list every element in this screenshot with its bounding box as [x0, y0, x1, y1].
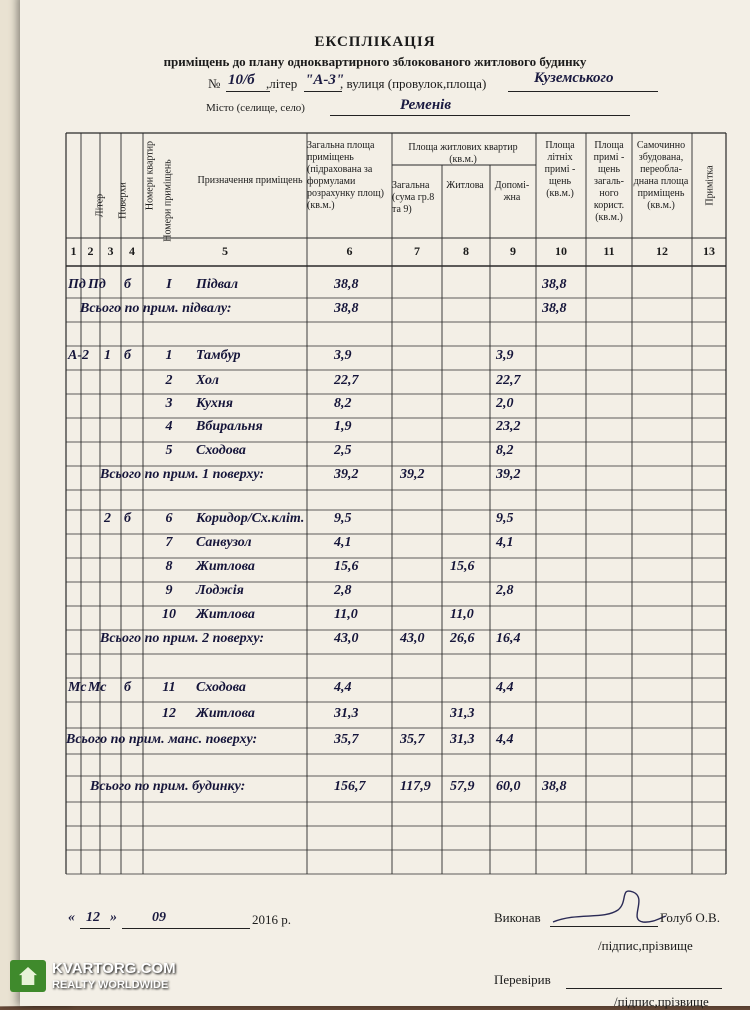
column-number-7: 7 — [414, 244, 420, 258]
cell-total-area: 2,8 — [334, 583, 352, 598]
house-icon — [10, 960, 46, 992]
cell-auxiliary: 23,2 — [496, 419, 521, 434]
cell-room-number: 1 — [165, 348, 173, 363]
cell-room-number: 4 — [165, 419, 173, 434]
cell-room-name: Кухня — [196, 396, 233, 411]
kvartorg-watermark — [10, 958, 190, 996]
column-number-2: 2 — [87, 244, 94, 258]
cell-auxiliary: 2,0 — [496, 396, 514, 411]
cell-room-name: Житлова — [196, 559, 255, 574]
watermark-line1: KVARTORG.COM — [52, 960, 176, 977]
cell-summer-area: 38,8 — [542, 277, 567, 292]
cell-total-area: 156,7 — [334, 779, 366, 794]
cell-total-area: 1,9 — [334, 419, 352, 434]
cell-room-name: Житлова — [196, 706, 255, 721]
cell-room-name: Хол — [196, 373, 219, 388]
cell-liter: Мс — [68, 680, 87, 695]
watermark-line2: REALTY WORLDWIDE — [52, 979, 169, 991]
cell-room-name: Вбиральня — [196, 419, 263, 434]
cell-total-area: 43,0 — [334, 631, 359, 646]
cell-auxiliary: 4,1 — [496, 535, 514, 550]
cell-floor: Мс — [88, 680, 107, 695]
cell-room-number: 10 — [162, 607, 176, 622]
cell-liter: А-2 — [68, 348, 89, 363]
cell-liter: Пд — [68, 277, 86, 292]
cell-apartment: б — [124, 680, 131, 695]
column-number-13: 13 — [703, 244, 715, 258]
cell-room-number: 8 — [165, 559, 173, 574]
cell-total-area: 8,2 — [334, 396, 352, 411]
street-value: Куземського — [534, 70, 614, 86]
cell-room-name: Тамбур — [196, 348, 241, 363]
cell-living: 31,3 — [450, 706, 475, 721]
header-room-numbers: Номери приміщень — [162, 159, 174, 242]
cell-auxiliary: 22,7 — [496, 373, 521, 388]
total-label: Всього по прим. 1 поверху: — [100, 467, 265, 482]
column-number-10: 10 — [555, 244, 567, 258]
sign-caption-2: /підпис,прізвище — [614, 994, 709, 1009]
cell-total-area: 9,5 — [334, 511, 352, 526]
column-number-12: 12 — [656, 244, 668, 258]
cell-room-number: 12 — [162, 706, 176, 721]
column-number-9: 9 — [510, 244, 516, 258]
cell-room-name: Підвал — [196, 277, 239, 292]
cell-auxiliary: 4,4 — [496, 680, 514, 695]
date-day-underline — [80, 928, 110, 929]
cell-total-area: 2,5 — [334, 443, 352, 458]
cell-total-area: 31,3 — [334, 706, 359, 721]
cell-summer-area: 38,8 — [542, 779, 567, 794]
executed-name: Голуб О.В. — [660, 910, 720, 925]
number-value: 10/б — [228, 72, 255, 88]
header-common-area: Площа примі - щень загаль-ного корист. (кв.м.) — [593, 140, 625, 223]
cell-living: 26,6 — [450, 631, 475, 646]
date-month-underline — [122, 928, 250, 929]
cell-apartment: б — [124, 511, 131, 526]
column-number-11: 11 — [603, 244, 615, 258]
date-month: 09 — [152, 910, 166, 925]
cell-floor: 1 — [104, 348, 111, 363]
header-living-area: Площа житлових квартир (кв.м.) — [408, 142, 518, 165]
column-number-6: 6 — [346, 244, 353, 258]
cell-living: 11,0 — [450, 607, 474, 622]
header-note: Примітка — [704, 165, 716, 206]
cell-total-area: 4,4 — [334, 680, 352, 695]
column-number-1: 1 — [70, 244, 77, 258]
cell-total-area: 22,7 — [334, 373, 359, 388]
cell-living-total: 43,0 — [400, 631, 425, 646]
header-total-area: Загальна площа приміщень (підрахована за формулами розрахунку площ) (кв.м.) — [307, 140, 384, 211]
date-open-quote: « — [68, 910, 75, 925]
header-floors: Поверхи — [117, 182, 129, 219]
cell-room-name: Коридор/Сх.кліт. — [196, 511, 305, 526]
cell-room-name: Лоджія — [196, 583, 244, 598]
cell-auxiliary: 9,5 — [496, 511, 514, 526]
cell-room-name: Санвузол — [196, 535, 252, 550]
cell-room-name: Житлова — [196, 607, 255, 622]
date-year: 2016 р. — [252, 912, 291, 927]
signature-scribble — [548, 882, 668, 932]
cell-living: 31,3 — [450, 732, 475, 747]
cell-auxiliary: 3,9 — [496, 348, 514, 363]
cell-room-number: 11 — [162, 680, 176, 695]
cell-auxiliary: 60,0 — [496, 779, 521, 794]
cell-room-number: 2 — [165, 373, 173, 388]
document-subtitle: приміщень до плану одноквартирного зблокованого житлового будинку — [163, 54, 587, 69]
cell-auxiliary: 8,2 — [496, 443, 514, 458]
city-label: Місто (селище, село) — [206, 102, 305, 114]
document-title: ЕКСПЛІКАЦІЯ — [314, 34, 436, 50]
cell-room-number: 6 — [165, 511, 173, 526]
cell-living-total: 35,7 — [400, 732, 425, 747]
cell-auxiliary: 2,8 — [496, 583, 514, 598]
cell-summer-area: 38,8 — [542, 301, 567, 316]
cell-living: 15,6 — [450, 559, 475, 574]
cell-room-number: 3 — [165, 396, 173, 411]
date-close-quote: » — [110, 910, 117, 925]
executed-label: Виконав — [494, 910, 541, 925]
liter-label: ,літер — [266, 76, 298, 91]
cell-living-total: 117,9 — [400, 779, 431, 794]
cell-auxiliary: 39,2 — [496, 467, 521, 482]
cell-apartment: б — [124, 277, 131, 292]
column-number-8: 8 — [463, 244, 469, 258]
cell-room-number: 9 — [165, 583, 173, 598]
header-total-sum: Загальна (сума гр.8 та 9) — [392, 180, 435, 215]
header-summer-area: Площа літніх примі - щень (кв.м.) — [544, 140, 576, 199]
street-label: , вулиця (провулок,площа) — [340, 76, 487, 91]
cell-total-area: 38,8 — [334, 301, 359, 316]
checked-label: Перевірив — [494, 972, 551, 987]
city-value: Ременів — [400, 97, 452, 113]
column-number-3: 3 — [107, 244, 114, 258]
cell-total-area: 39,2 — [334, 467, 359, 482]
cell-room-name: Сходова — [196, 680, 246, 695]
column-number-5: 5 — [222, 244, 228, 258]
cell-auxiliary: 4,4 — [496, 732, 514, 747]
checked-underline — [566, 988, 722, 989]
number-label: № — [208, 76, 221, 91]
cell-total-area: 35,7 — [334, 732, 359, 747]
cell-room-number: 7 — [165, 535, 173, 550]
sign-caption: /підпис,прізвище — [598, 938, 693, 953]
cell-floor: 2 — [104, 511, 111, 526]
cell-total-area: 38,8 — [334, 277, 359, 292]
total-label: Всього по прим. манс. поверху: — [66, 732, 258, 747]
header-liter: Літер — [94, 193, 106, 218]
cell-living-total: 39,2 — [400, 467, 425, 482]
total-label: Всього по прим. будинку: — [90, 779, 246, 794]
cell-total-area: 15,6 — [334, 559, 359, 574]
date-day: 12 — [86, 910, 100, 925]
header-unauthorized-area: Самочинно збудована, переобла-днана площа приміщень (кв.м.) — [633, 140, 689, 211]
column-number-4: 4 — [129, 244, 135, 258]
cell-room-number: 5 — [165, 443, 173, 458]
header-apartments: Номери квартир — [144, 140, 156, 211]
cell-auxiliary: 16,4 — [496, 631, 521, 646]
liter-value: "А-3" — [305, 72, 345, 88]
cell-total-area: 11,0 — [334, 607, 358, 622]
cell-floor: Пд — [88, 277, 106, 292]
header-living: Житлова — [446, 180, 484, 191]
total-label: Всього по прим. підвалу: — [80, 301, 232, 316]
header-auxiliary: Допомі-жна — [494, 180, 530, 203]
cell-total-area: 3,9 — [334, 348, 352, 363]
header-purpose: Призначення приміщень — [197, 175, 303, 186]
cell-room-number: І — [166, 277, 172, 292]
cell-living: 57,9 — [450, 779, 475, 794]
cell-apartment: б — [124, 348, 131, 363]
cell-room-name: Сходова — [196, 443, 246, 458]
total-label: Всього по прим. 2 поверху: — [100, 631, 265, 646]
cell-total-area: 4,1 — [334, 535, 352, 550]
